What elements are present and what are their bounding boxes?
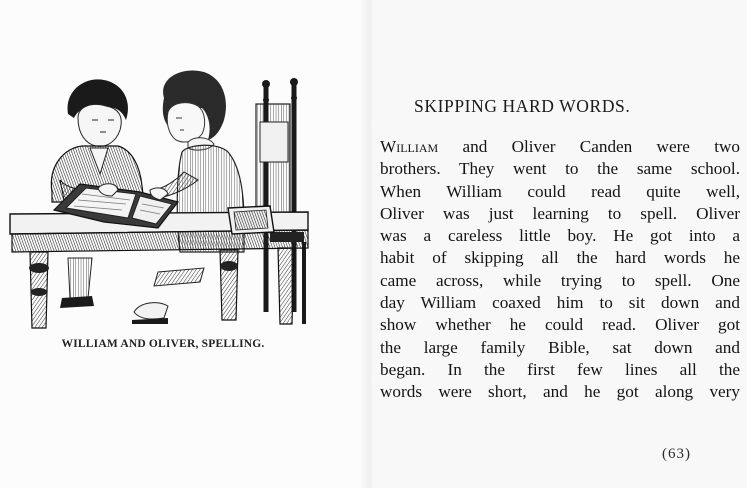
body-text (380, 136, 740, 404)
text-line: When William could read quite well, (380, 181, 740, 201)
text-line: brothers. They went to the same school. (380, 159, 740, 179)
text-line: show whether he could read. Oliver got (380, 315, 740, 335)
text-line: Oliver was just learning to spell. Oliver (380, 203, 740, 223)
drop-word: William (380, 137, 439, 156)
figure-william (51, 79, 144, 202)
text-line: began. In the first few lines all the (380, 359, 740, 379)
illustration-caption: WILLIAM AND OLIVER, SPELLING. (61, 338, 265, 350)
engraving-illustration (8, 62, 312, 332)
text-line: day William coaxed him to sit down and (380, 293, 740, 313)
text-line: William and Oliver Canden were two (380, 137, 740, 156)
text-line: habit of skipping all the hard words he (380, 248, 740, 268)
chapter-title: SKIPPING HARD WORDS. (414, 96, 631, 116)
left-page (0, 0, 372, 488)
text-line: words were short, and he got along very (380, 382, 740, 402)
slate (228, 206, 274, 234)
page-number: (63) (662, 446, 691, 462)
text-line: was a careless little boy. He got into a (380, 226, 740, 246)
text-line: came across, while trying to spell. One (380, 270, 740, 290)
text-line: the large family Bible, sat down and (380, 337, 740, 357)
